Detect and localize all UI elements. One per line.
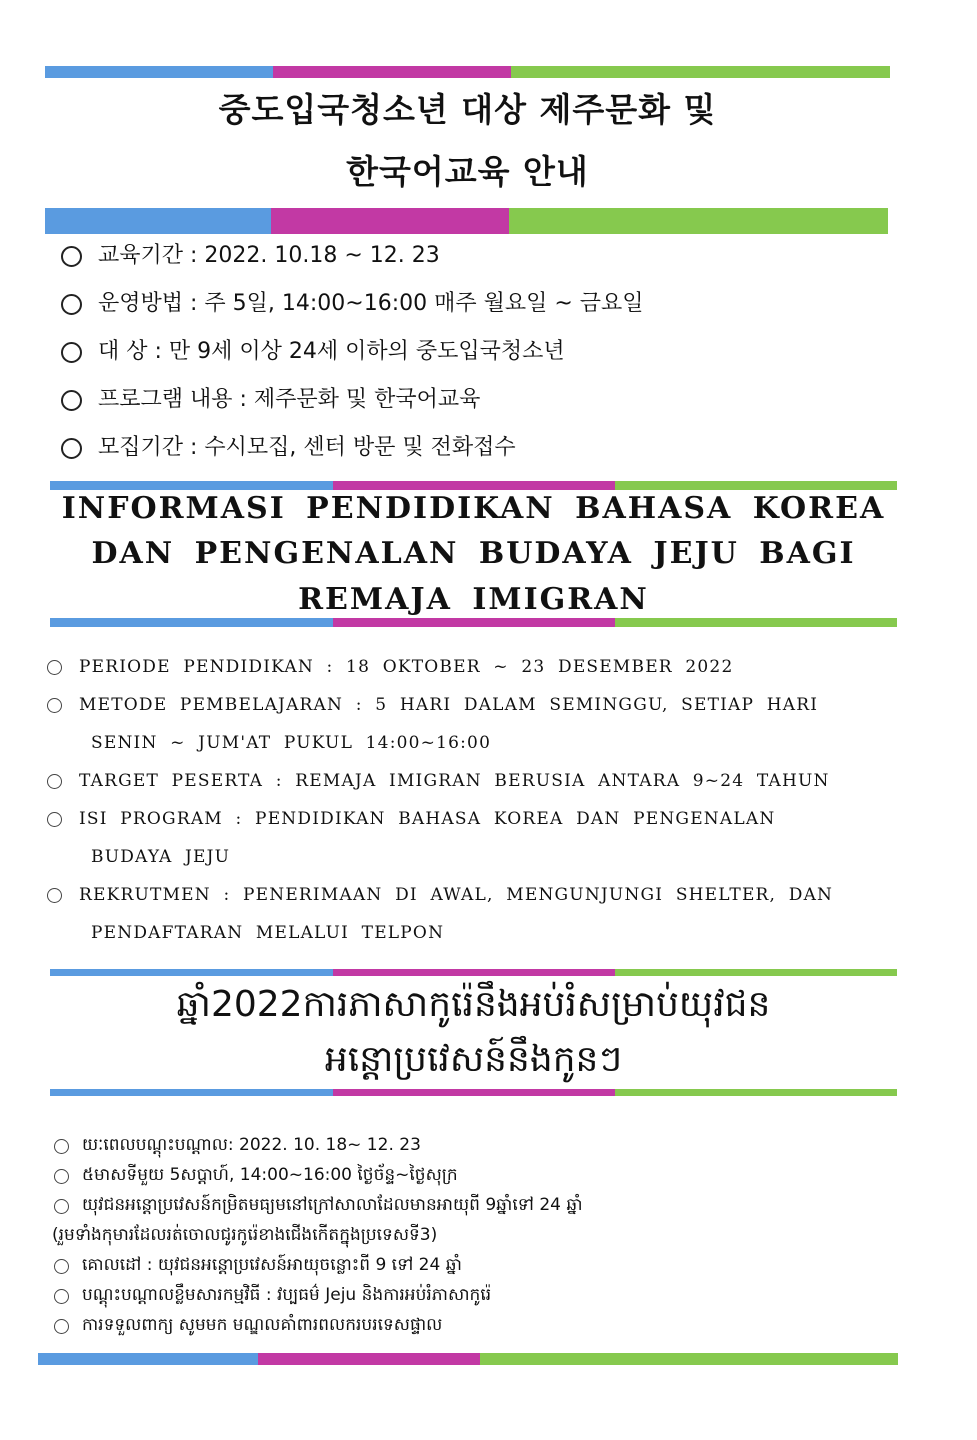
divider-bar xyxy=(50,618,897,627)
list-item xyxy=(58,232,918,280)
korean-title-line2: 한국어교육 안내 xyxy=(346,152,589,191)
bullet-circle-icon xyxy=(47,698,62,713)
list-item-text: 프로그램 내용 : 제주문화 및 한국어교육 xyxy=(98,387,481,412)
khmer-title-line2: អន្តោប្រវេសន៍នឹងកូនៗ xyxy=(324,1039,623,1080)
list-item-continuation: BUDAYA JEJU xyxy=(91,847,231,867)
divider-bar xyxy=(45,208,888,234)
list-item-text: ISI PROGRAM : PENDIDIKAN BAHASA KOREA DAN PENGENALAN xyxy=(79,809,776,829)
bullet-circle-icon xyxy=(47,774,62,789)
khmer-title-line1: ឆ្នាំ2022ការភាសាកូរ៉េនឹងអប់រំសម្រាប់យុវជន xyxy=(176,984,771,1025)
list-item xyxy=(52,1280,912,1310)
list-item xyxy=(45,686,905,762)
list-item-text: TARGET PESERTA : REMAJA IMIGRAN BERUSIA ANTARA 9~24 TAHUN xyxy=(79,771,830,791)
bullet-circle-icon xyxy=(54,1199,69,1214)
korean-info-list xyxy=(58,232,918,472)
list-item-text: 운영방법 : 주 5일, 14:00~16:00 매주 월요일 ~ 금요일 xyxy=(98,291,644,316)
list-item-text: យុវជនអន្តោប្រវេសន៍កម្រិតមធ្យមនៅក្រៅសាលាដែលមានអាយុពី 9ឆ្នាំទៅ 24 ឆ្នាំ xyxy=(82,1195,583,1215)
list-item-text: យៈពេលបណ្ដុះបណ្ដាល: 2022. 10. 18~ 12. 23 xyxy=(82,1135,421,1155)
divider-bar xyxy=(50,969,897,976)
list-item xyxy=(58,424,918,472)
bullet-circle-icon xyxy=(54,1259,69,1274)
korean-title-line1: 중도입국청소년 대상 제주문화 및 xyxy=(218,90,717,129)
list-item-text: 대 상 : 만 9세 이상 24세 이하의 중도입국청소년 xyxy=(98,339,565,364)
bullet-circle-icon xyxy=(47,888,62,903)
bullet-circle-icon xyxy=(54,1319,69,1334)
bullet-circle-icon xyxy=(47,812,62,827)
list-item xyxy=(45,876,905,952)
list-item xyxy=(52,1310,912,1340)
list-item-text: METODE PEMBELAJARAN : 5 HARI DALAM SEMINGGU, SETIAP HARI xyxy=(79,695,819,715)
list-item xyxy=(45,800,905,876)
list-item-text: REKRUTMEN : PENERIMAAN DI AWAL, MENGUNJUNGI SHELTER, DAN xyxy=(79,885,834,905)
list-item-continuation: PENDAFTARAN MELALUI TELPON xyxy=(91,923,445,943)
indonesian-info-list xyxy=(45,648,905,952)
khmer-info-list xyxy=(52,1130,912,1340)
divider-bar xyxy=(45,66,890,78)
list-item-text: ៥មាសទីមួយ 5សប្ដាហ៍, 14:00~16:00 ថ្ងៃច័ន្ទ~ថ្ងៃសុក្រ xyxy=(82,1165,458,1185)
list-item-text: គោលដៅ : យុវជនអន្តោប្រវេសន៍អាយុចន្លោះពី 9 ទៅ 24 ឆ្នាំ xyxy=(82,1255,462,1275)
list-item xyxy=(52,1160,912,1190)
list-item xyxy=(52,1250,912,1280)
divider-bar xyxy=(50,1089,897,1096)
bullet-circle-icon xyxy=(61,342,82,363)
indonesian-title-line1: INFORMASI PENDIDIKAN BAHASA KOREA xyxy=(61,491,886,526)
divider-bar xyxy=(38,1353,898,1365)
bullet-circle-icon xyxy=(54,1139,69,1154)
list-item-text: 모집기간 : 수시모집, 센터 방문 및 전화접수 xyxy=(98,435,516,460)
list-item-text: 교육기간 : 2022. 10.18 ~ 12. 23 xyxy=(98,243,440,268)
bullet-circle-icon xyxy=(61,294,82,315)
list-item xyxy=(58,328,918,376)
list-item xyxy=(52,1190,912,1250)
list-item-continuation: SENIN ~ JUM'AT PUKUL 14:00~16:00 xyxy=(91,733,492,753)
bullet-circle-icon xyxy=(54,1289,69,1304)
bullet-circle-icon xyxy=(61,246,82,267)
bullet-circle-icon xyxy=(61,390,82,411)
bullet-circle-icon xyxy=(47,660,62,675)
list-item xyxy=(45,648,905,686)
list-item xyxy=(45,762,905,800)
list-item xyxy=(52,1130,912,1160)
list-item xyxy=(58,280,918,328)
indonesian-title-line2: DAN PENGENALAN BUDAYA JEJU BAGI xyxy=(91,536,856,571)
list-item-text: PERIODE PENDIDIKAN : 18 OKTOBER ~ 23 DESEMBER 2022 xyxy=(79,657,734,677)
list-item-text: ការទទួលពាក្យ សូមមក មណ្ឌលគាំពារពលករបរទេសផ្ទាល xyxy=(82,1315,443,1335)
list-item-text: បណ្ដុះបណ្ដាលខ្លឹមសារកម្មវិធី : វប្បធម៌ Jeju និងការអប់រំភាសាកូរ៉េ xyxy=(82,1285,492,1305)
list-item-continuation: (រួមទាំងកុមារដែលរត់ចោលជូរកូរ៉េខាងជើងកើតក្នុងប្រទេសទី3) xyxy=(52,1225,438,1245)
bullet-circle-icon xyxy=(54,1169,69,1184)
list-item xyxy=(58,376,918,424)
bullet-circle-icon xyxy=(61,438,82,459)
indonesian-title-line3: REMAJA IMIGRAN xyxy=(298,582,649,617)
